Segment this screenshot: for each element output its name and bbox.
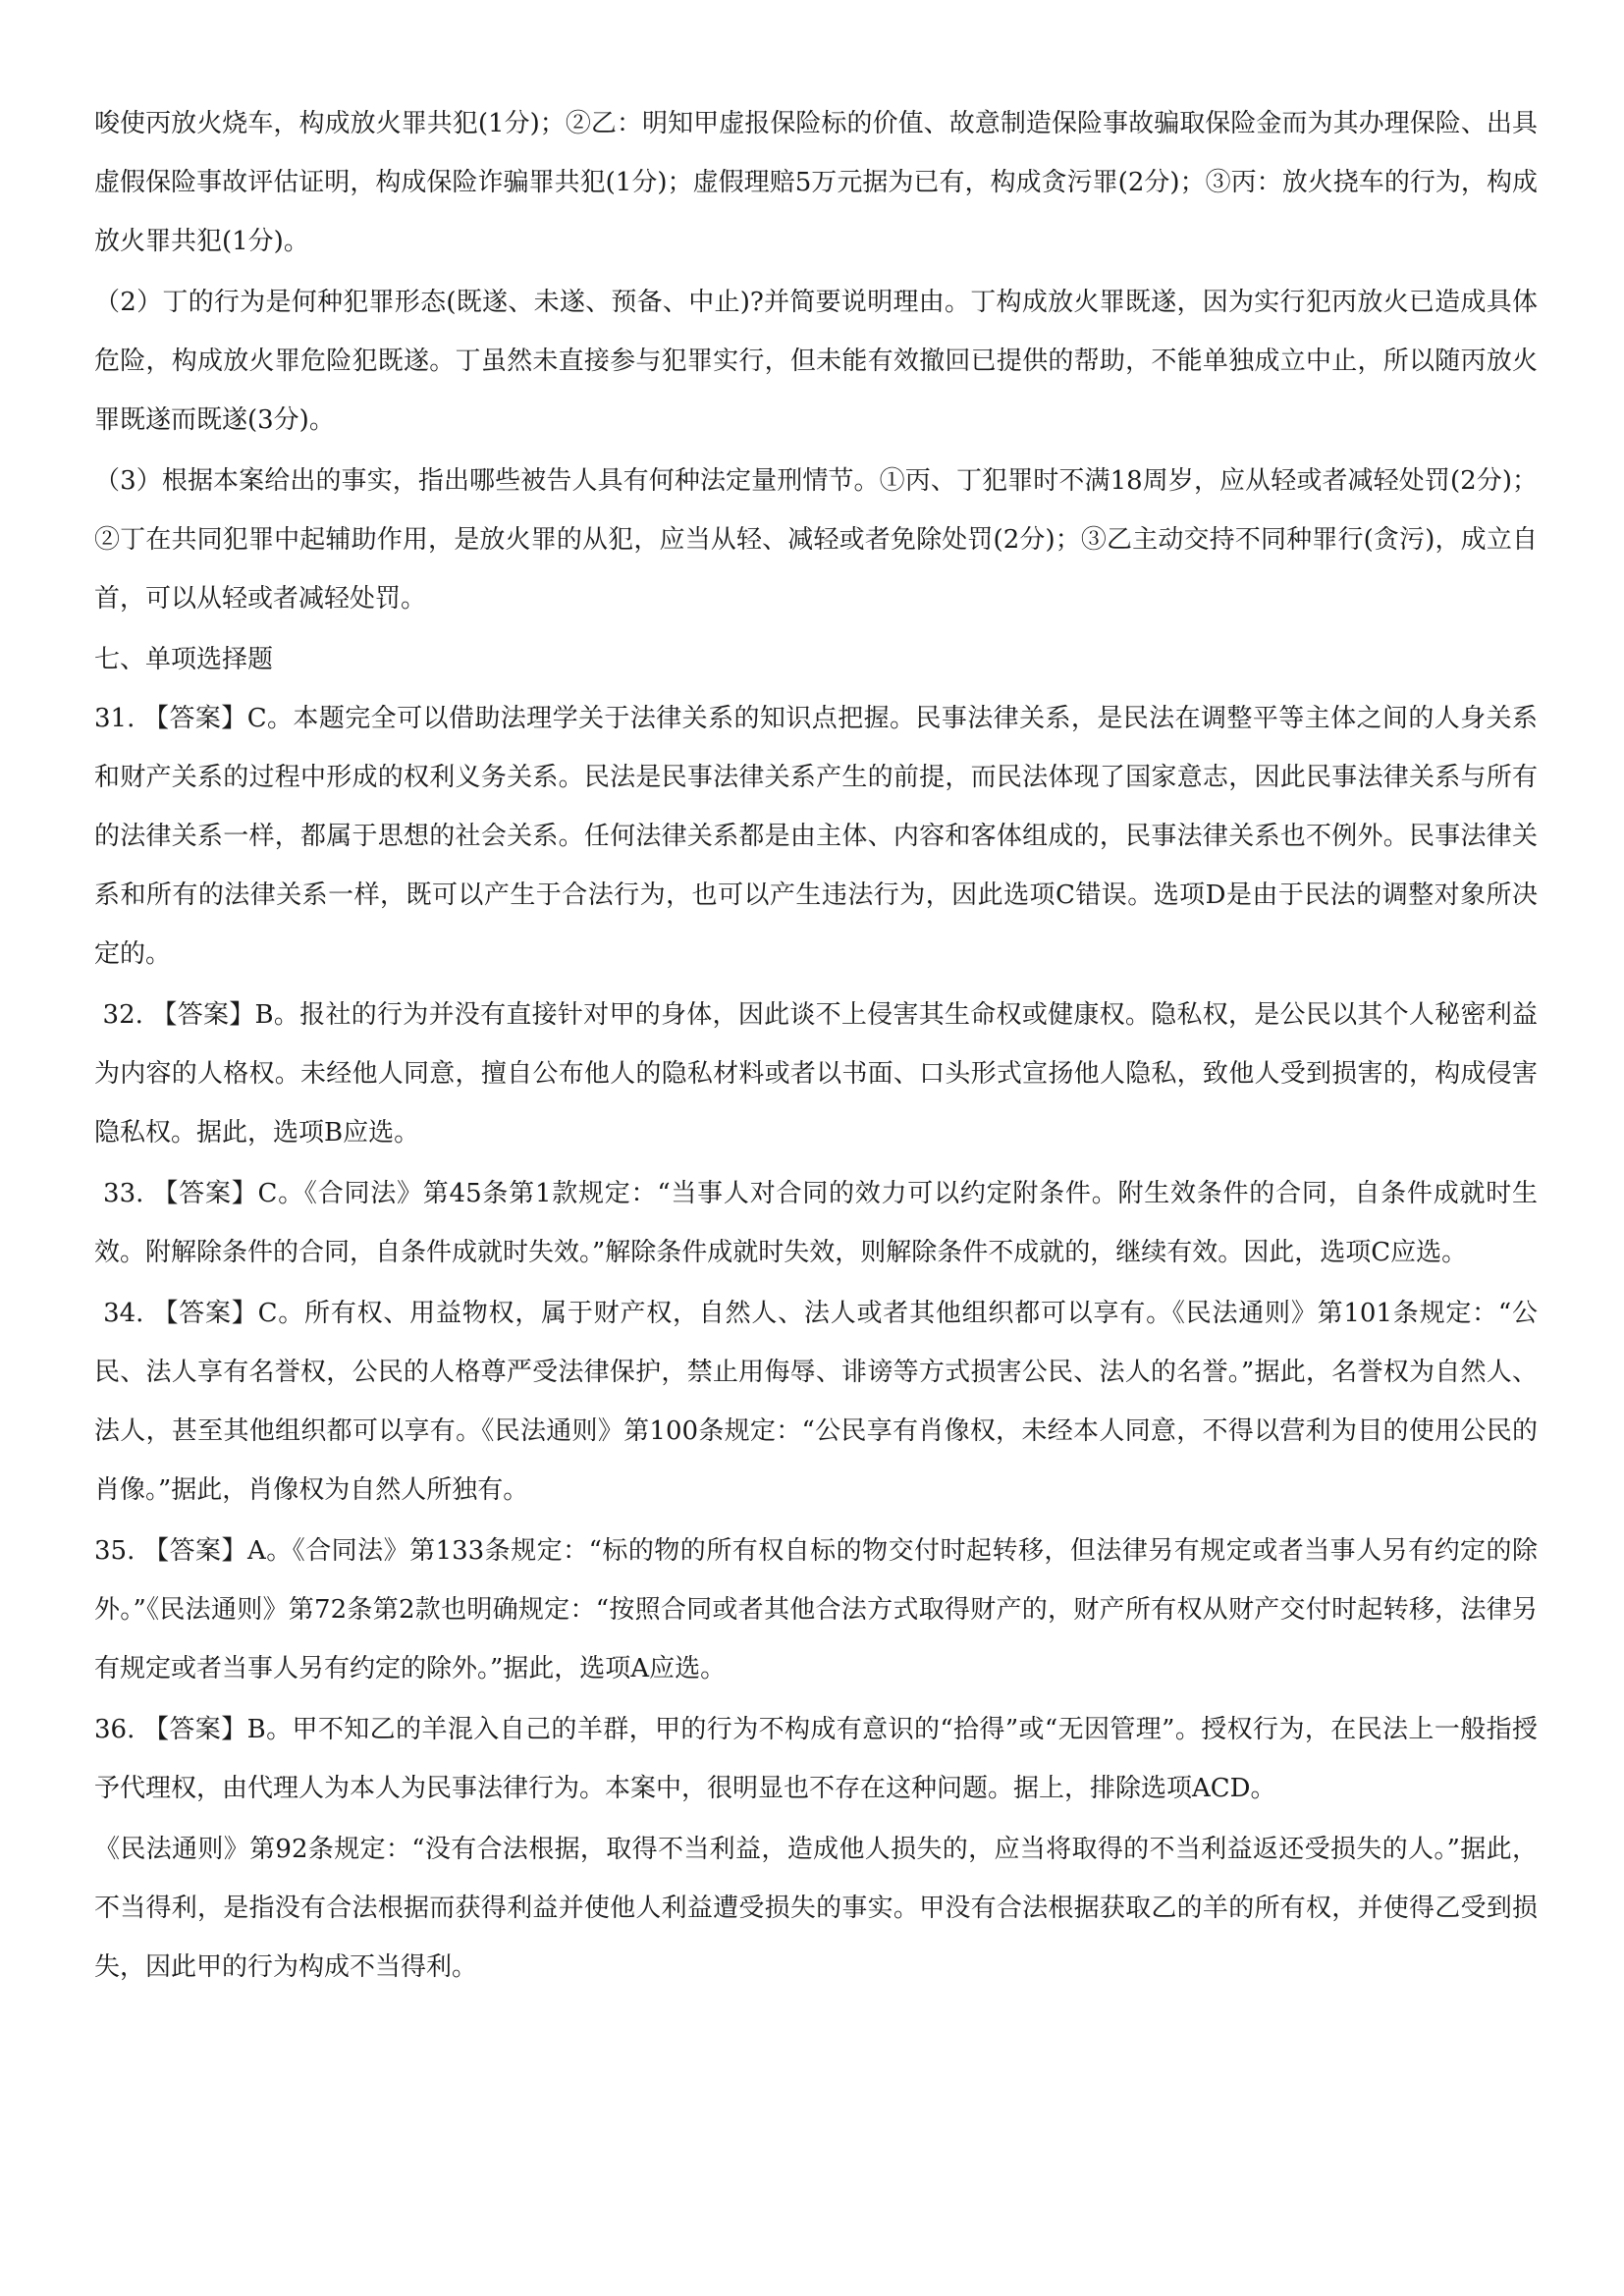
paragraph-question-2: （2）丁的行为是何种犯罪形态(既遂、未遂、预备、中止)?并简要说明理由。丁构成放火罪既遂，因为实行犯丙放火已造成具体危险，构成放火罪危险犯既遂。丁虽然未直接参与犯罪实行，但未能有效撤回已提供的帮助，不能单独成立中止，所以随丙放火罪既遂而既遂(3分)。 <box>94 288 1538 435</box>
answer-text-body <box>94 94 1538 1999</box>
paragraph-question-3: （3）根据本案给出的事实，指出哪些被告人具有何种法定量刑情节。①丙、丁犯罪时不满18周岁，应从轻或者减轻处罚(2分)；②丁在共同犯罪中起辅助作用，是放火罪的从犯，应当从轻、减轻或者免除处罚(2分)；③乙主动交持不同种罪行(贪污)，成立自首，可以从轻或者减轻处罚。 <box>94 466 1538 614</box>
answer-36-continued: 《民法通则》第92条规定：“没有合法根据，取得不当利益，造成他人损失的，应当将取得的不当利益返还受损失的人。”据此，不当得利，是指没有合法根据而获得利益并使他人利益遭受损失的事实。甲没有合法根据获取乙的羊的所有权，并使得乙受到损失，因此甲的行为构成不当得利。 <box>94 1835 1538 1982</box>
answer-36: 36. 【答案】B。甲不知乙的羊混入自己的羊群，甲的行为不构成有意识的“拾得”或“无因管理”。授权行为，在民法上一般指授予代理权，由代理人为本人为民事法律行为。本案中，很明显也不存在这种问题。据上，排除选项ACD。 <box>94 1715 1538 1803</box>
answer-32: 32. 【答案】B。报社的行为并没有直接针对甲的身体，因此谈不上侵害其生命权或健康权。隐私权，是公民以其个人秘密利益为内容的人格权。未经他人同意，擅自公布他人的隐私材料或者以书面、口头形式宣扬他人隐私，致他人受到损害的，构成侵害隐私权。据此，选项B应选。 <box>94 1000 1538 1148</box>
answer-34: 34. 【答案】C。所有权、用益物权，属于财产权，自然人、法人或者其他组织都可以享有。《民法通则》第101条规定：“公民、法人享有名誉权，公民的人格尊严受法律保护，禁止用侮辱、诽谤等方式损害公民、法人的名誉。”据此，名誉权为自然人、法人，甚至其他组织都可以享有。《民法通则》第100条规定：“公民享有肖像权，未经本人同意，不得以营利为目的使用公民的肖像。”据此，肖像权为自然人所独有。 <box>94 1299 1539 1505</box>
answer-35: 35. 【答案】A。《合同法》第133条规定：“标的物的所有权自标的物交付时起转移，但法律另有规定或者当事人另有约定的除外。”《民法通则》第72条第2款也明确规定：“按照合同或者其他合法方式取得财产的，财产所有权从财产交付时起转移，法律另有规定或者当事人另有约定的除外。”据此，选项A应选。 <box>94 1536 1538 1683</box>
paragraph-continuation: 唆使丙放火烧车，构成放火罪共犯(1分)；②乙：明知甲虚报保险标的价值、故意制造保险事故骗取保险金而为其办理保险、出具虚假保险事故评估证明，构成保险诈骗罪共犯(1分)；虚假理赔5万元据为已有，构成贪污罪(2分)；③丙：放火挠车的行为，构成放火罪共犯(1分)。 <box>94 109 1538 256</box>
answer-31: 31. 【答案】C。本题完全可以借助法理学关于法律关系的知识点把握。民事法律关系，是民法在调整平等主体之间的人身关系和财产关系的过程中形成的权利义务关系。民法是民事法律关系产生的前提，而民法体现了国家意志，因此民事法律关系与所有的法律关系一样，都属于思想的社会关系。任何法律关系都是由主体、内容和客体组成的，民事法律关系也不例外。民事法律关系和所有的法律关系一样，既可以产生于合法行为，也可以产生违法行为，因此选项C错误。选项D是由于民法的调整对象所决定的。 <box>94 704 1538 969</box>
answer-33: 33. 【答案】C。《合同法》第45条第1款规定：“当事人对合同的效力可以约定附条件。附生效条件的合同，自条件成就时生效。附解除条件的合同，自条件成就时失效。”解除条件成就时失效，则解除条件不成就的，继续有效。因此，选项C应选。 <box>94 1179 1539 1267</box>
section-heading: 七、单项选择题 <box>94 645 274 674</box>
